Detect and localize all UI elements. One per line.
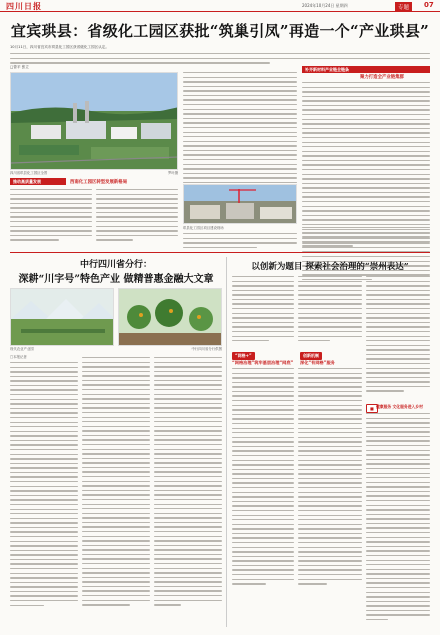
lead-lines [10, 53, 430, 64]
page-number: 07 [424, 1, 434, 9]
bottom-right-subhead-2: 深化“有网格”服务 [300, 360, 335, 365]
masthead [0, 0, 440, 12]
bottom-left-column-3 [154, 357, 222, 606]
newspaper-logo: 四川日报 [6, 1, 42, 11]
top-story-column-1b [96, 189, 178, 241]
top-story-reporter: □曾平 张立 [10, 65, 29, 69]
greenhouse-image [11, 289, 114, 346]
bottom-left-column-1 [10, 362, 78, 606]
right-section-subhead: 聚力打造全产业链集群 [360, 75, 404, 80]
bottom-right-subhead-3: 健康服务 文化服务进入乡村 [376, 404, 423, 409]
top-story-column-2b [183, 233, 297, 248]
bottom-right-tag-2: 创新机制 [300, 352, 322, 360]
lead-text: 10月11日，四川省宜宾市珙县化工园区获省级化工园区认定。 [10, 45, 109, 49]
bottom-right-column-2a [298, 276, 362, 341]
bottom-right-column-3b [366, 413, 430, 620]
left-section-subhead: 西南化工园区转型发展新格局 [70, 180, 128, 185]
top-story-lead [10, 44, 430, 64]
small-photo-caption: 珙县化工园区项目建设现场 [183, 226, 224, 230]
bottom-right-headline: 以创新为题目 探索社会治理的“崇州表达” [251, 262, 409, 272]
bottom-right-column-1b [232, 368, 294, 585]
bottom-left-kicker: 中行四川省分行： [79, 260, 152, 270]
bottom-left-headline: 深耕“川字号”特色产业 做精普惠金融大文章 [18, 274, 214, 285]
bottom-right-column-2b [298, 368, 362, 585]
top-story-column-3b [302, 227, 430, 247]
bottom-left-caption-1: 现代农业产业园 [10, 347, 34, 351]
top-story-headline: 宜宾珙县：省级化工园区获批“筑巢引凤”再造一个“产业珙县” [10, 22, 430, 40]
industrial-park-image [11, 73, 178, 170]
construction-site-image [184, 185, 297, 224]
bottom-right-column-1a [232, 276, 294, 341]
construction-photo [183, 184, 297, 224]
right-section-banner: 补齐新材料产业链全链条 [302, 66, 430, 73]
main-photo-caption [10, 171, 178, 176]
bottom-right-tag-1: “网格+” [232, 352, 255, 360]
orchard-image [119, 289, 222, 346]
left-section-banner: 推动高质量发展 [10, 178, 66, 185]
top-story-column-1a [10, 189, 92, 241]
farm-photo-1 [10, 288, 114, 346]
industrial-park-photo [10, 72, 178, 170]
farm-photo-2 [118, 288, 222, 346]
main-photo-caption-text: 四川省珙县化工园区全景 [10, 171, 48, 175]
top-story-column-3 [302, 82, 430, 280]
section-tag: 专题 [395, 2, 412, 12]
issue-date: 2024年10月24日 星期四 [302, 3, 348, 8]
bottom-right-subhead-1: “网格治理”筑牢基层治理“网底” [232, 360, 294, 365]
bottom-left-caption-2: 中行四川省分行供图 [191, 347, 222, 351]
bottom-right-column-3a [366, 276, 430, 392]
bottom-left-reporter: □本报记者 [10, 355, 27, 359]
bottom-right-tag-3: ■ [366, 404, 378, 413]
photo-credit: 罗叶摄 [167, 171, 178, 175]
section-divider [10, 252, 430, 253]
bottom-left-column-2 [82, 357, 150, 606]
column-divider [226, 257, 227, 627]
